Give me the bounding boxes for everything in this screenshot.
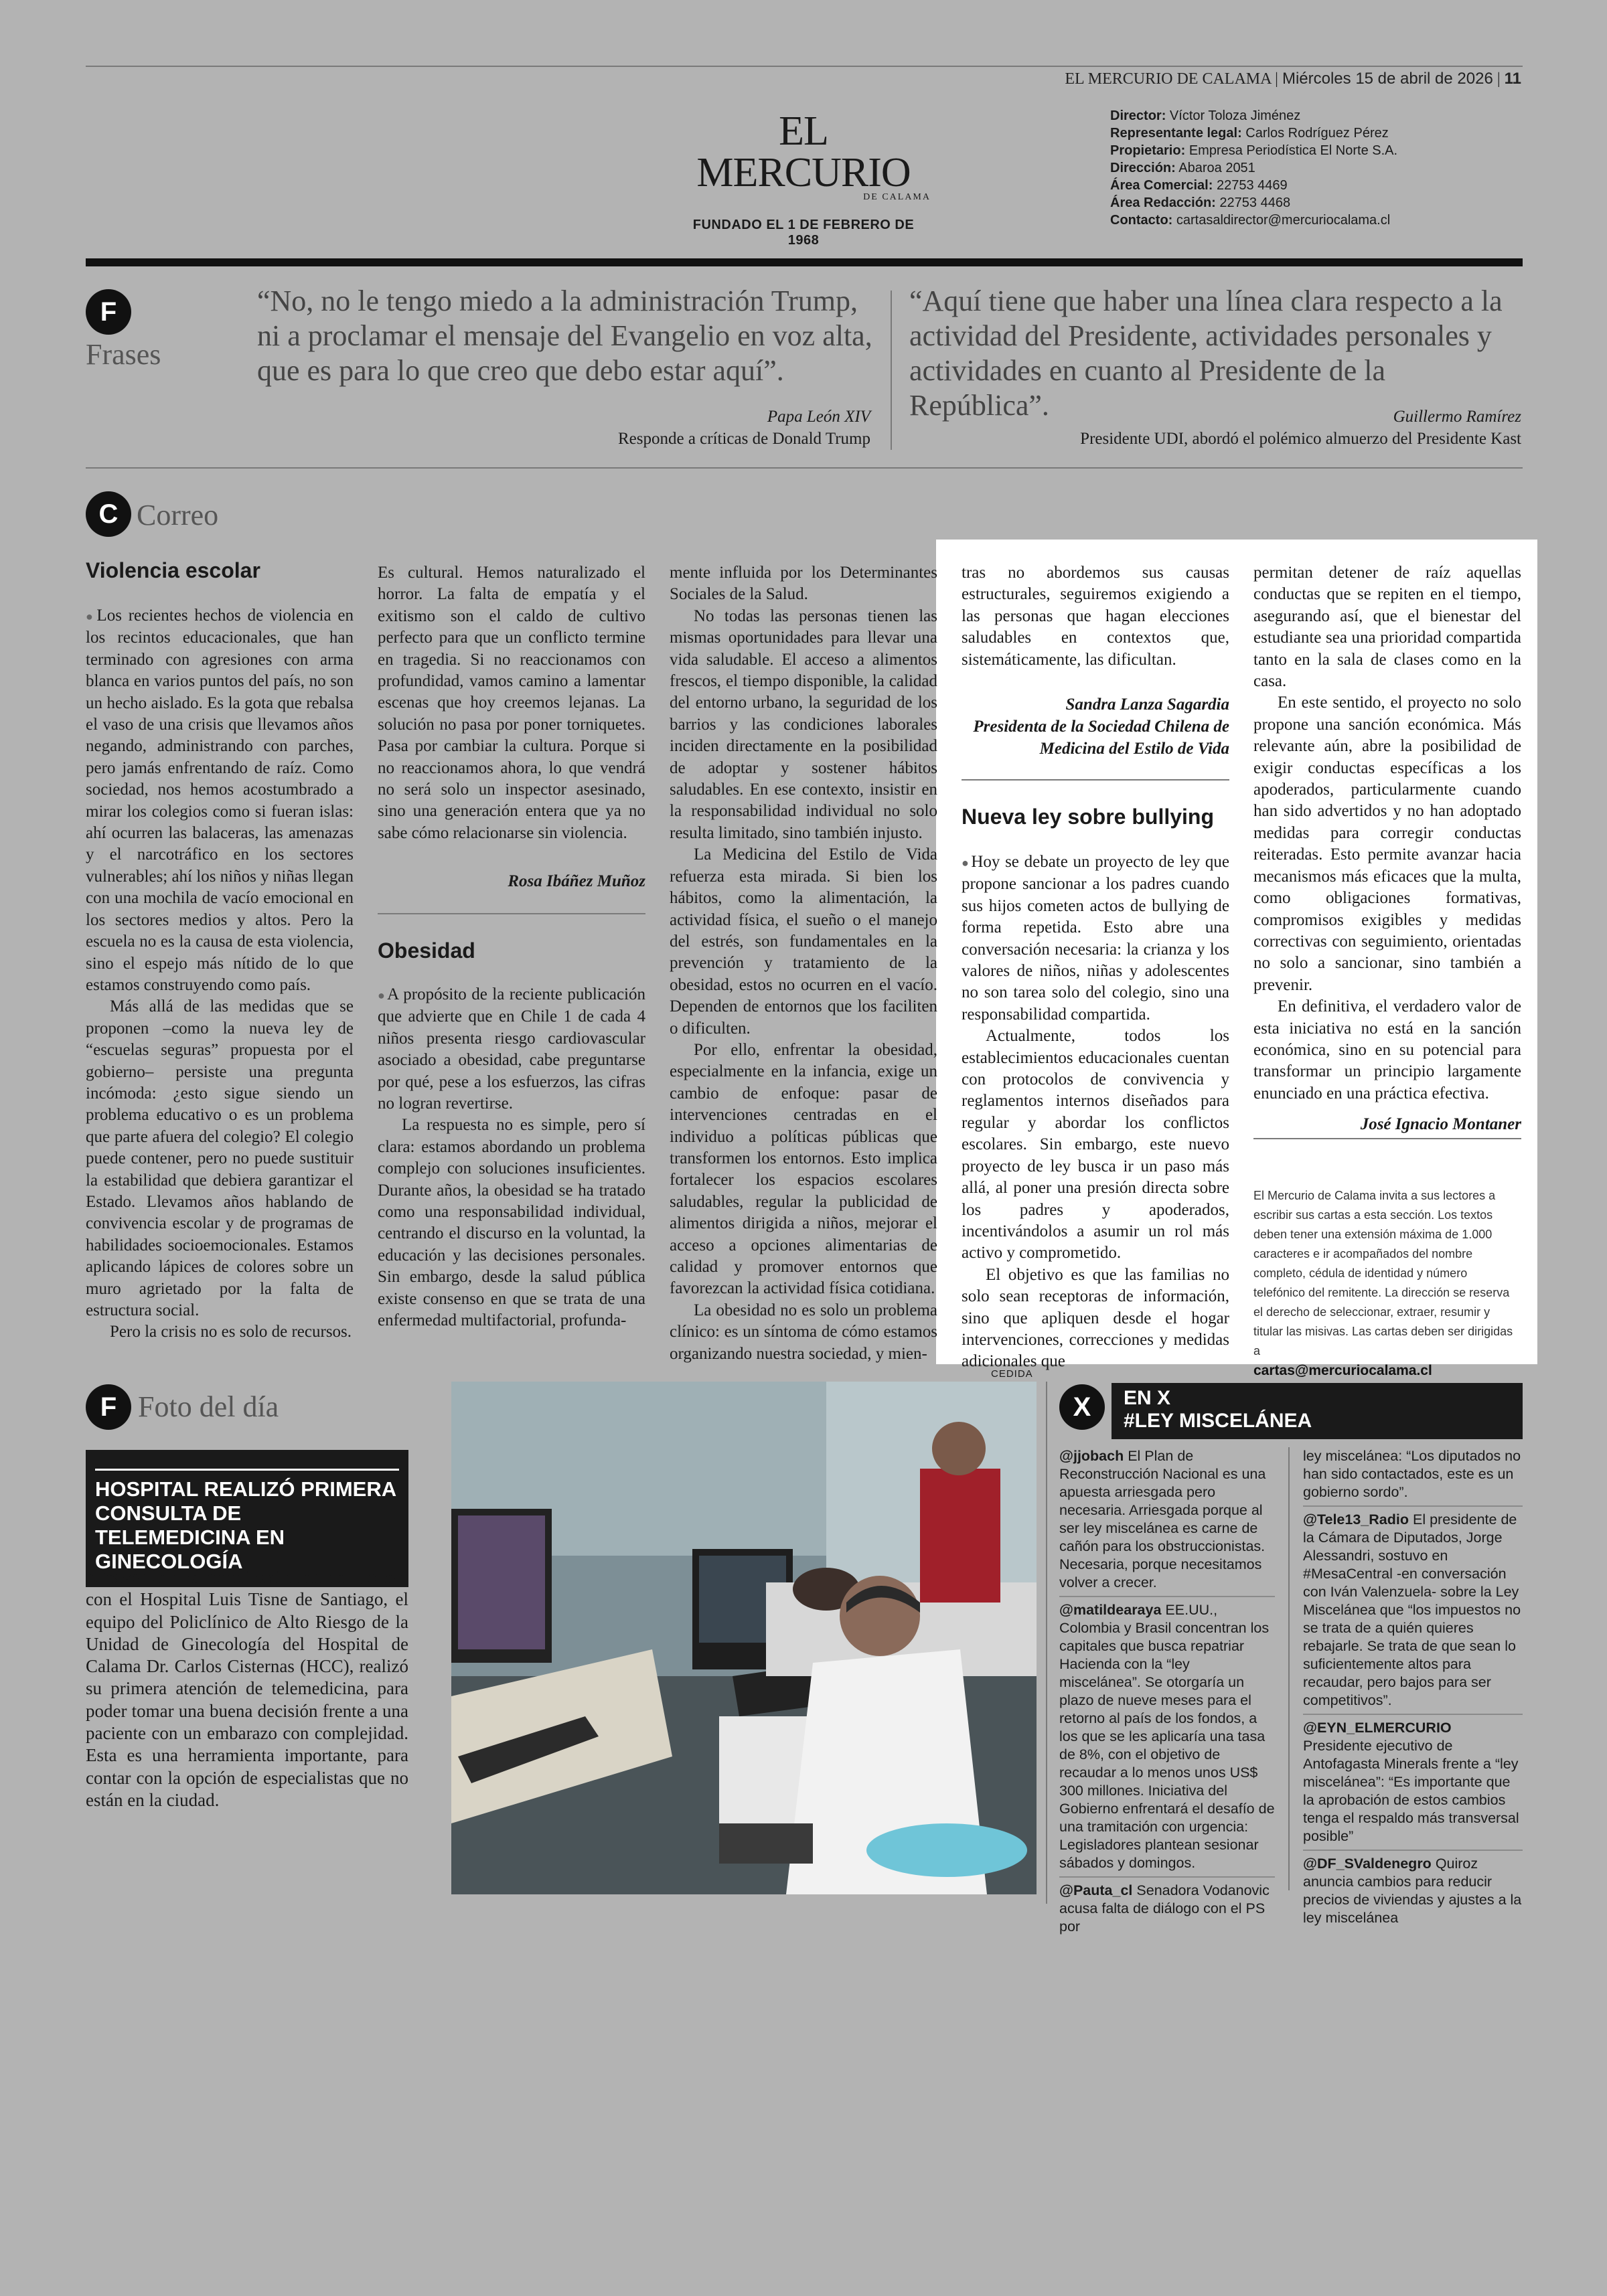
masthead-value: 22753 4469 [1216, 178, 1288, 193]
masthead-value: Abaroa 2051 [1178, 161, 1255, 175]
x-panel-title-1: EN X [1124, 1387, 1171, 1409]
masthead-row [1110, 125, 1397, 142]
masthead-label: Área Comercial: [1110, 178, 1213, 193]
letter-2-para: La respuesta no es simple, pero sí clara: estamos abordando un problema complejo con soluciones insuficientes. Durante años, la obesidad se ha tratado como una responsabilidad individual, centrando el discurso en la voluntad, la educación y las decisiones personales. Sin embargo, desde la salud pública existe consenso en que se trata de una enfermedad multifactorial, profunda- [378, 1116, 645, 1330]
letter-2-title: Obesidad [378, 938, 475, 963]
tweet-handle[interactable]: @EYN_ELMERCURIO [1303, 1720, 1452, 1736]
submission-email[interactable]: cartas@mercuriocalama.cl [1253, 1363, 1432, 1378]
quote-1-text: “No, no le tengo miedo a la administración Trump, ni a proclamar el mensaje del Evangelio en voz alta, que es para lo que creo que debo estar aquí”. [257, 284, 872, 387]
newspaper-logo [676, 110, 931, 248]
frases-badge: F [86, 289, 131, 335]
letter-2-para: ● A propósito de la reciente publicación que advierte que en Chile 1 de cada 4 niños presenta riesgo cardiovascular asociado a obesidad, cabe preguntarse por qué, pese a los esfuerzos, las cifras no logran revertirse. [378, 984, 645, 1115]
letter-3-para: permitan detener de raíz aquellas conductas que se repiten en el tiempo, asegurando así, que el bienestar del estudiante sea una prioridad compartida tanto en la sala de clases como en la casa. [1253, 564, 1521, 691]
masthead-label: Área Redacción: [1110, 195, 1216, 210]
masthead-label: Representante legal: [1110, 126, 1242, 141]
letter-1-para: Más allá de las medidas que se proponen –como la nueva ley de “escuelas seguras” propuesta por el gobierno– persiste una pregunta incómoda: ¿esto sigue siendo un problema educativo o es un problema que parte afuera del colegio? El colegio puede contener, pero no puede sustituir la estabilidad que debiera garantizar el Estado. Llevamos años hablando de convivencia escolar y de programas de habilidades socioemocionales. Estamos aplicando lápices de colores sobre un muro agrietado por la falta de estructura social. [86, 997, 354, 1319]
letter-3-para: ● Hoy se debate un proyecto de ley que propone sancionar a los padres cuando sus hijos cometen actos de bullying de forma repetida. Esto abre una conversación necesaria: la crianza y los valores de niños, niñas y adolescentes no son tarea solo del colegio, sino una responsabilidad compartida. [962, 851, 1229, 1026]
letter-2-signature-name: Sandra Lanza Sagardia [1065, 695, 1229, 714]
thick-rule [86, 258, 1523, 266]
quote-1-author: Papa León XIV [767, 408, 870, 426]
masthead-value: cartasaldirector@mercuriocalama.cl [1176, 213, 1391, 228]
note-divider [1253, 1138, 1521, 1139]
telemedicine-photo [451, 1382, 1037, 1894]
masthead-row [1110, 142, 1397, 159]
masthead-info [1110, 107, 1397, 229]
tweet-text: El Plan de Reconstrucción Nacional es una apuesta arriesgada pero necesaria. Arriesgada porque al ser ley miscelánea es carne de cañón para los obstruccionistas. Necesaria, porque necesitamos volver a crecer. [1059, 1448, 1266, 1590]
quote-1-context: Responde a críticas de Donald Trump [617, 430, 870, 448]
letter-3-para: El objetivo es que las familias no solo sean receptoras de información, sino que apliquen desde el hogar intervenciones, correcciones y medidas adicionales que [962, 1265, 1229, 1371]
tweet-text: El presidente de la Cámara de Diputados, Jorge Alessandri, sostuvo en #MesaCentral -en conversación con Iván Valenzuela- sobre la Ley Miscelánea que “los impuestos no se trata de a quién quieres rebajarle. Se trata de que sean lo suficientemente altos para recaudar, pero bajos para ser competitivos”. [1303, 1511, 1521, 1708]
masthead-value: Empresa Periodística El Norte S.A. [1189, 143, 1398, 158]
running-head-paper: EL MERCURIO DE CALAMA [1065, 70, 1272, 88]
correo-badge: C [86, 491, 131, 537]
letter-2-col-4 [962, 562, 1229, 671]
quote-1-attribution [257, 406, 870, 450]
frases-bottom-rule [86, 467, 1523, 469]
letter-3-col-4 [962, 851, 1229, 1373]
foto-badge: F [86, 1384, 131, 1430]
letter-3-signature: José Ignacio Montaner [1360, 1115, 1521, 1134]
letter-2-para: Por ello, enfrentar la obesidad, especialmente en la infancia, exige un cambio de enfoque: pasar de intervenciones centradas en el individuo a políticas públicas que transformen los entornos. Esto implica fortalecer los espacios escolares saludables, regular la publicidad de alimentos dirigida a niños, mejorar el acceso a opciones alimentarias de calidad y promover entornos que favorezcan la actividad física cotidiana. [670, 1040, 937, 1298]
top-rule [86, 66, 1523, 67]
tweet-text: EE.UU., Colombia y Brasil concentran los capitales que busca repatriar Hacienda con la “ley miscelánea”. Se otorgaría un plazo de nueve meses para el retorno al país de los fondos, a los que se les aplicaría una tasa de 8%, con el objetivo de recaudar a lo menos unos US$ 300 millones. Iniciativa del Gobierno enfrentará el desafío de una tramitación con urgencia: Legisladores plantean sesionar sábados y domingos. [1059, 1602, 1275, 1871]
tweet [1303, 1447, 1523, 1507]
masthead-label: Contacto: [1110, 213, 1173, 228]
quote-2-attribution [909, 406, 1521, 450]
frases-label: Frases [86, 338, 161, 371]
masthead-row [1110, 177, 1397, 194]
x-panel-divider [1046, 1382, 1047, 1904]
letter-2-signature-role: Presidenta de la Sociedad Chilena de Medicina del Estilo de Vida [973, 718, 1229, 758]
letter-1-para: Es cultural. Hemos naturalizado el horror. La falta de empatía y el exitismo son el caldo de cultivo perfecto para que un conflicto termine en tragedia. Si no reaccionamos con profundidad, vamos camino a lamentar escenas que hoy creemos lejanas. La solución no pasa por poner torniquetes. Pasa por cambiar la cultura. Porque si no reaccionamos ahora, lo que vendrá no será solo un inspector asesinado, sino una generación entera que ya no sabe cómo relacionarse sin violencia. [378, 564, 645, 842]
tweet-handle[interactable]: @matildearaya [1059, 1602, 1162, 1618]
letter-3-title: Nueva ley sobre bullying [962, 805, 1214, 829]
running-head: EL MERCURIO DE CALAMA | Miércoles 15 de abril de 2026 | 11 [1065, 70, 1521, 88]
tweet [1059, 1601, 1275, 1878]
masthead-label: Director: [1110, 108, 1166, 123]
letter-2-para: La Medicina del Estilo de Vida refuerza esta mirada. Si bien los hábitos, como la alimentación, la actividad física, el sueño o el manejo del estrés, son fundamentales en la prevención y tratamiento de la obesidad, estos no ocurren en el vacío. Dependen de entornos que los faciliten o dificulten. [670, 845, 937, 1038]
letter-2-signature [962, 693, 1229, 760]
letter-2-para: tras no abordemos sus causas estructurales, seguiremos exigiendo a las personas que hagan elecciones saludables en contextos que, sistemáticamente, las dificultan. [962, 564, 1229, 669]
masthead-label: Propietario: [1110, 143, 1186, 158]
letter-1-para: Pero la crisis no es solo de recursos. [110, 1323, 352, 1341]
foto-label: Foto del día [138, 1390, 279, 1423]
photo-illustration [451, 1382, 1037, 1894]
masthead-row [1110, 194, 1397, 212]
x-badge: X [1059, 1384, 1105, 1430]
masthead-value: Carlos Rodríguez Pérez [1245, 126, 1389, 141]
letter-3-para: Actualmente, todos los establecimientos educacionales cuentan con protocolos de convivencia y reglamentos internos diseñados para regular y abordar los conflictos escolares. Sin embargo, este nuevo proyecto de ley busca ir un paso más allá, al poner una presión directa sobre los padres y apoderados, incentivándolos a asumir un rol más activo y comprometido. [962, 1027, 1229, 1262]
photo-credit: CEDIDA [991, 1368, 1033, 1380]
submission-note-text: El Mercurio de Calama invita a sus lectores a escribir sus cartas a esta sección. Los textos deben tener una extensión máxima de 1.000 caracteres e ir acompañados del nombre completo, cédula de identidad y número telefónico del remitente. La dirección se reserva el derecho de seleccionar, extraer, resumir y titular las misivas. Las cartas deben ser dirigidas a [1253, 1189, 1513, 1358]
tweet-text: ley miscelánea: “Los diputados no han sido contactados, este es un gobierno sordo”. [1303, 1448, 1521, 1500]
foto-headline: HOSPITAL REALIZÓ PRIMERA CONSULTA DE TELEMEDICINA EN GINECOLOGÍA [95, 1469, 399, 1574]
quote-2-context: Presidente UDI, abordó el polémico almuerzo del Presidente Kast [1080, 430, 1521, 448]
foto-caption: A través de una coordinación en tiempo real con el Hospital Luis Tisne de Santiago, el equipo del Policlínico de Alto Riesgo de la Unidad de Ginecología del Hospital de Calama Dr. Carlos Cisternas (HCC), realizó su primera atención de telemedicina, para poder tomar una buena decisión frente a una paciente con un embarazo con complejidad. Esta es una herramienta importante, para contar con la opción de especialistas que no están en la ciudad. [86, 1567, 408, 1810]
letter-3-para: En definitiva, el verdadero valor de esta iniciativa no está en la sanción económica, sino en su potencial para transformar un principio largamente enunciado en una práctica efectiva. [1253, 997, 1521, 1102]
tweets-col-1 [1059, 1447, 1275, 1944]
tweet [1059, 1447, 1275, 1597]
letter-2-para: mente influida por los Determinantes Sociales de la Salud. [670, 564, 937, 604]
letter-2-col-2 [378, 984, 645, 1332]
running-head-date: Miércoles 15 de abril de 2026 [1282, 70, 1493, 88]
quote-2-text: “Aquí tiene que haber una línea clara respecto a la actividad del Presidente, actividades personales y actividades en cuanto al Presidente de la República”. [909, 284, 1503, 422]
masthead-row [1110, 159, 1397, 177]
letter-1-col-2 [378, 562, 645, 893]
founded-line: FUNDADO EL 1 DE FEBRERO DE 1968 [692, 218, 915, 248]
masthead-value: 22753 4468 [1219, 195, 1291, 210]
tweet [1303, 1511, 1523, 1715]
masthead-value: Víctor Toloza Jiménez [1169, 108, 1301, 123]
letter-1-para: ● Los recientes hechos de violencia en los recintos educacionales, que han terminado con agresiones con arma blanca en varios puntos del país, no son un hecho aislado. Es la gota que rebalsa el vaso de una crisis que llevamos años negando, administrando con parches, pero jamás enfrentando de raíz. Como sociedad, nos hemos acostumbrado a mirar los colegios como si fueran islas: ahí ocurren las balaceras, las amenazas y el narcotráfico en los sectores vulnerables; ahí los niños y niñas llegan con una mochila de vacío emocional en los sectores medios y altos. Pero la escuela no es la causa de esta violencia, sino el espejo más nítido de lo que estamos construyendo como país. [86, 605, 354, 996]
logo-name: EL MERCURIO [696, 108, 911, 195]
tweet-text: Presidente ejecutivo de Antofagasta Minerals frente a “ley miscelánea”: “Es importante que la aprobación de estos cambios tenga el respaldo más transversal posible” [1303, 1738, 1519, 1844]
tweet-text: Senadora Vodanovic acusa falta de diálogo con el PS por [1059, 1882, 1270, 1935]
quote-divider [891, 291, 892, 450]
letter-1-col-1 [86, 605, 354, 1343]
page-number: 11 [1504, 70, 1521, 88]
letter-divider [378, 913, 645, 914]
masthead-label: Dirección: [1110, 161, 1176, 175]
tweets-divider [1288, 1447, 1290, 1890]
letter-divider [962, 779, 1229, 781]
tweet [1303, 1855, 1523, 1931]
logo-sub: DE CALAMA [863, 192, 931, 202]
letter-2-para: La obesidad no es solo un problema clínico: es un síntoma de cómo estamos organizando nuestra sociedad, y mien- [670, 1301, 937, 1363]
tweet-handle[interactable]: @Tele13_Radio [1303, 1511, 1409, 1528]
masthead-row [1110, 212, 1397, 229]
letter-3-col-5 [1253, 562, 1521, 1136]
tweet [1303, 1719, 1523, 1851]
letter-2-col-3 [670, 562, 937, 1365]
tweet-handle[interactable]: @Pauta_cl [1059, 1882, 1133, 1898]
tweet [1059, 1882, 1275, 1940]
tweets-col-2 [1303, 1447, 1523, 1935]
tweet-handle[interactable]: @jjobach [1059, 1448, 1124, 1464]
tweet-text: Quiroz anuncia cambios para reducir precios de viviendas y ajustes a la ley miscelánea [1303, 1856, 1522, 1926]
letter-1-title: Violencia escolar [86, 558, 260, 582]
submission-note [1253, 1186, 1521, 1381]
correo-label: Correo [137, 499, 219, 531]
letter-1-signature: Rosa Ibáñez Muñoz [508, 872, 645, 891]
tweet-handle[interactable]: @DF_SValdenegro [1303, 1856, 1432, 1872]
x-panel-header [1112, 1383, 1523, 1439]
masthead-row [1110, 107, 1397, 125]
quote-2-author: Guillermo Ramírez [1393, 408, 1521, 426]
letter-2-para: No todas las personas tienen las mismas oportunidades para llevar una vida saludable. El acceso a alimentos frescos, el tiempo disponible, la calidad del entorno urbano, la seguridad de los barrios y las condiciones laborales inciden directamente en la posibilidad de adoptar y sostener hábitos saludables. En ese contexto, insistir en la responsabilidad individual no solo resulta limitado, sino también injusto. [670, 606, 937, 842]
letter-3-para: En este sentido, el proyecto no solo propone una sanción económica. Más relevante aún, abre la posibilidad de exigir conductas específicas a los apoderados, particularmente cuando han sido advertidos y no han adoptado medidas para corregir conductas reiteradas. Esto permite avanzar hacia mecanismos más eficaces que la multa, como obligaciones formativas, compromisos exigibles y medidas correctivas con seguimiento, orientadas no solo a sancionar, sino también a prevenir. [1253, 693, 1521, 994]
x-panel-title-2: #LEY MISCELÁNEA [1124, 1410, 1312, 1432]
